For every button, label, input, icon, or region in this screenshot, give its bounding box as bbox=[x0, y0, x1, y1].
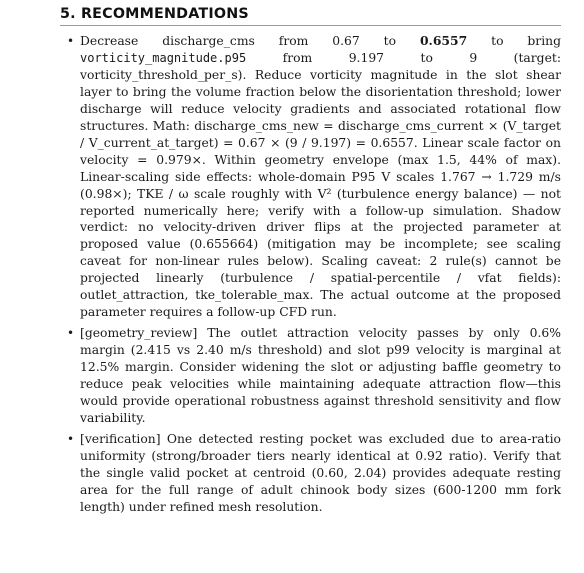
heading-divider bbox=[60, 25, 561, 26]
recommendation-item-discharge bbox=[67, 33, 561, 321]
recommendation-text-part1: Decrease discharge_cms from 0.67 to bbox=[80, 34, 420, 48]
bullet-icon: • bbox=[67, 34, 75, 48]
recommendation-text-part2: to bring bbox=[467, 34, 561, 48]
recommendation-item-verification bbox=[67, 431, 561, 516]
section-heading: 5. RECOMMENDATIONS bbox=[60, 6, 249, 22]
recommendation-text: [geometry_review] The outlet attraction velocity passes by only 0.6% margin (2.415 vs 2.40 m/s threshold) and slot p99 velocity is marginal at 12.5% margin. Consider widening the slot or adjusting baffle geometry to reduce peak velocities while maintaining adequate attraction flow—this would provide operational robustness against threshold sensitivity and flow variability. bbox=[80, 326, 561, 425]
bullet-icon: • bbox=[67, 326, 75, 341]
recommendations-list bbox=[67, 33, 561, 520]
recommendation-target-value: 0.6557 bbox=[419, 33, 468, 48]
recommendation-metric-code: vorticity_magnitude.p95 bbox=[80, 50, 247, 65]
bullet-icon: • bbox=[67, 431, 75, 446]
recommendation-text-part3: from 9.197 to 9 (target: vorticity_threshold_per_s). Reduce vorticity magnitude in the slot shear layer to bring the volume fraction below the disorientation threshold; lower discharge will reduce velocity gradients and associated rotational flow structures. Math: discharge_cms_new = discharge_cms_current × (V_target / V_current_at_target) = 0.67 × (9 / 9.197) = 0.6557. Linear scale factor on velocity = 0.979×. Within geometry envelope (max 1.5, 44% of max). Linear-scaling side effects: whole-domain P95 V scales 1.767 → 1.729 m/s (0.98×); TKE / ω scale roughly with V² (turbulence energy balance) — not reported numerically here; verify with a follow-up simulation. Shadow verdict: no velocity-driven driver flips at the projected parameter at proposed value (0.655664) (mitigation may be incomplete; see scaling caveat for non-linear rules below). Scaling caveat: 2 rule(s) cannot be projected linearly (turbulence / spatial-percentile / vfat fields): outlet_attraction, tke_tolerable_max. The actual outcome at the proposed parameter requires a follow-up CFD run. bbox=[80, 50, 561, 320]
recommendation-item-geometry-review bbox=[67, 325, 561, 427]
recommendation-text: [verification] One detected resting pocket was excluded due to area-ratio uniformity (strong/broader tiers nearly identical at 0.92 ratio). Verify that the single valid pocket at centroid (0.60, 2.04) provides adequate resting area for the full range of adult chinook body sizes (600-1200 mm fork length) under refined mesh resolution. bbox=[80, 431, 561, 514]
